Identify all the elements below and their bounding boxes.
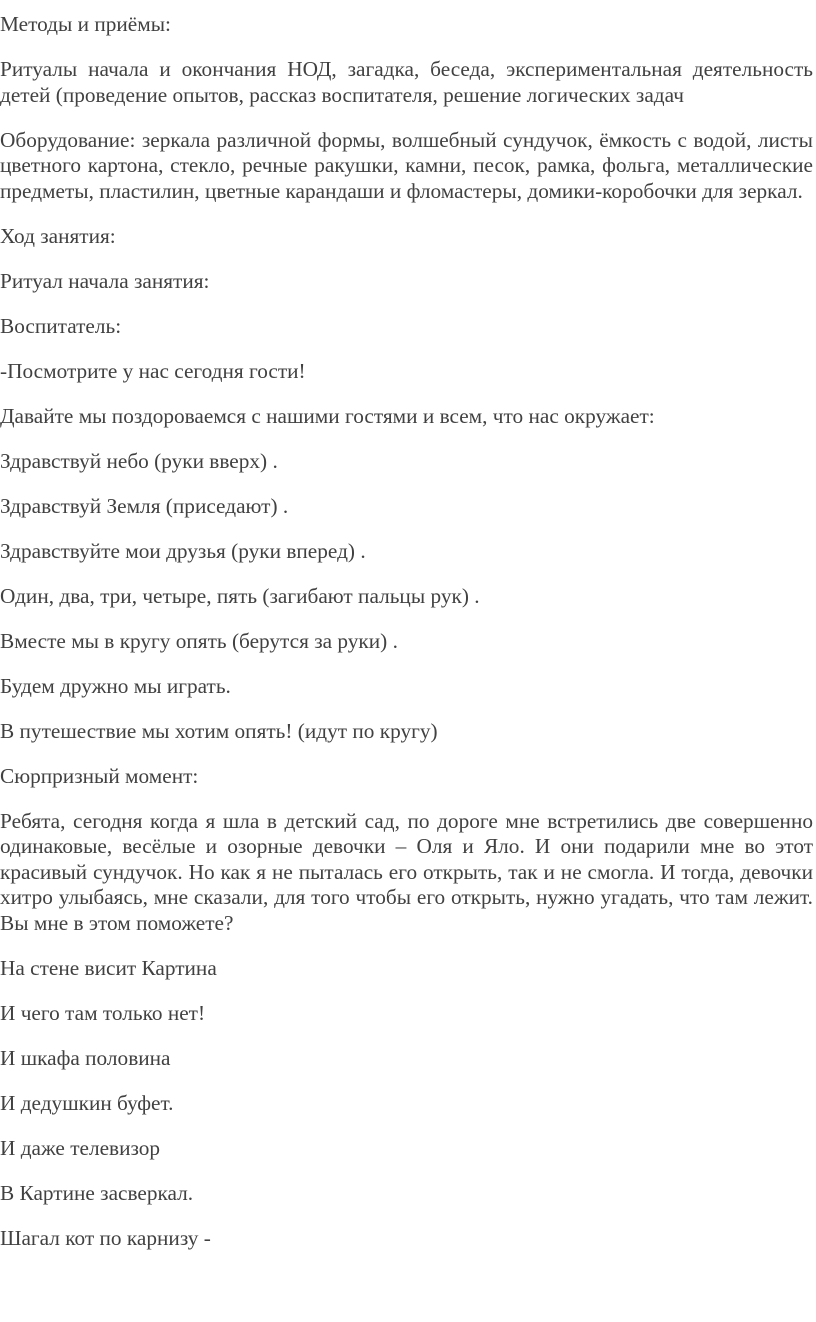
riddle-line: И даже телевизор: [0, 1135, 161, 1160]
opening-ritual-heading: Ритуал начала занятия:: [0, 268, 210, 293]
poem-line: Будем дружно мы играть.: [0, 673, 231, 698]
riddle-line: В Картине засверкал.: [0, 1180, 194, 1205]
poem-line: Один, два, три, четыре, пять (загибают пальцы рук) .: [0, 583, 480, 608]
lesson-progress-heading: Ход занятия:: [0, 223, 116, 248]
riddle-line: На стене висит Картина: [0, 955, 217, 980]
poem-line: Здравствуйте мои друзья (руки вперед) .: [0, 538, 366, 563]
surprise-moment-heading: Сюрпризный момент:: [0, 763, 199, 788]
surprise-story-text: Ребята, сегодня когда я шла в детский сад, по дороге мне встретились две совершенно одинаковые, весёлые и озорные девочки – Оля и Яло. И они подарили мне во этот красивый сундучок. Но как я не пыталась его открыть, так и не смогла. И тогда, девочки хитро улыбаясь, мне сказали, для того чтобы его открыть, нужно угадать, что там лежит. Вы мне в этом поможете?: [0, 808, 813, 935]
teacher-label: Воспитатель:: [0, 313, 122, 338]
riddle-line: И шкафа половина: [0, 1045, 171, 1070]
poem-line: Здравствуй небо (руки вверх) .: [0, 448, 278, 473]
methods-text: Ритуалы начала и окончания НОД, загадка, беседа, экспериментальная деятельность детей (проведение опытов, рассказ воспитателя, решение логических задач: [0, 57, 813, 107]
riddle-line: И чего там только нет!: [0, 1000, 206, 1025]
poem-line: В путешествие мы хотим опять! (идут по кругу): [0, 718, 438, 743]
paragraph: -Посмотрите у нас сегодня гости!: [0, 358, 306, 383]
equipment-text: Оборудование: зеркала различной формы, волшебный сундучок, ёмкость с водой, листы цветного картона, стекло, речные ракушки, камни, песок, рамка, фольга, металлические предметы, пластилин, цветные карандаши и фломастеры, домики-коробочки для зеркал.: [0, 127, 813, 203]
paragraph: Давайте мы поздороваемся с нашими гостями и всем, что нас окружает:: [0, 403, 655, 428]
poem-line: Вместе мы в кругу опять (берутся за руки) .: [0, 628, 398, 653]
riddle-line: Шагал кот по карнизу -: [0, 1225, 211, 1250]
riddle-line: И дедушкин буфет.: [0, 1090, 174, 1115]
poem-line: Здравствуй Земля (приседают) .: [0, 493, 289, 518]
methods-heading: Методы и приёмы:: [0, 12, 171, 36]
